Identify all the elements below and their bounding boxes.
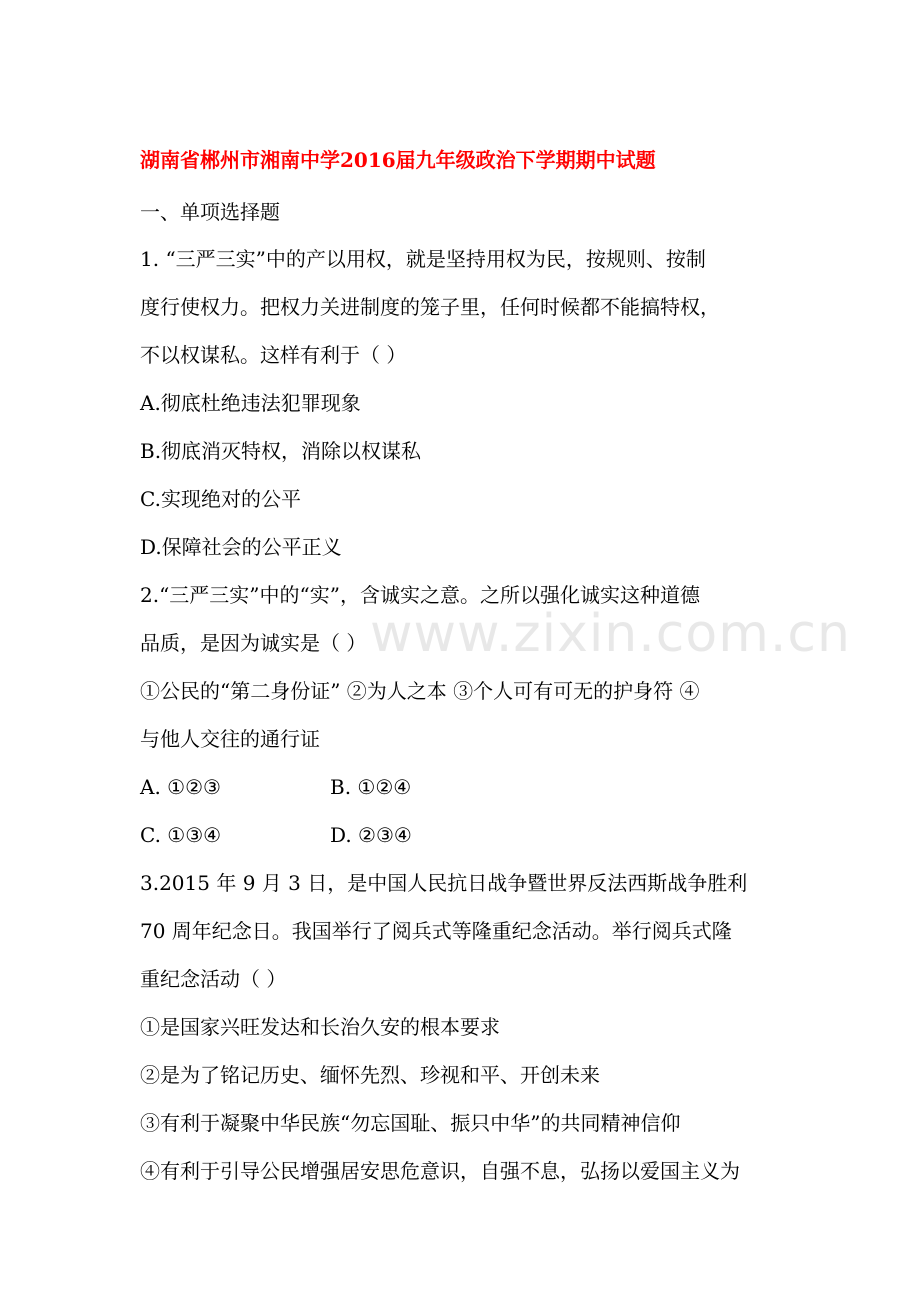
q3-item-2: ②是为了铭记历史、缅怀先烈、珍视和平、开创未来 [140,1063,600,1087]
q2-option-d: D. ②③④ [330,823,412,847]
q3-stem-line-1: 3.2015 年 9 月 3 日，是中国人民抗日战争暨世界反法西斯战争胜利 [140,871,748,895]
page-title: 湖南省郴州市湘南中学2016届九年级政治下学期期中试题 [140,148,656,172]
q1-option-b: B.彻底消灭特权，消除以权谋私 [140,439,422,463]
q3-item-1: ①是国家兴旺发达和长治久安的根本要求 [140,1015,500,1039]
q1-stem-line-3: 不以权谋私。这样有利于（ ） [140,343,407,367]
section-heading: 一、单项选择题 [140,200,280,224]
q2-items-line-2: 与他人交往的通行证 [140,727,320,751]
q3-item-4: ④有利于引导公民增强居安思危意识，自强不息，弘扬以爱国主义为 [140,1159,740,1183]
q1-option-a: A.彻底杜绝违法犯罪现象 [140,391,361,415]
q2-option-a: A. ①②③ [140,775,221,799]
q1-stem-line-1: 1. “三严三实”中的产以用权，就是坚持用权为民，按规则、按制 [140,247,706,271]
q1-option-d: D.保障社会的公平正义 [140,535,342,559]
q3-item-3: ③有利于凝聚中华民族“勿忘国耻、振只中华”的共同精神信仰 [140,1111,681,1135]
q2-option-b: B. ①②④ [330,775,412,799]
q3-stem-line-3: 重纪念活动（ ） [140,967,287,991]
q2-option-c: C. ①③④ [140,823,222,847]
q2-stem-line-2: 品质，是因为诚实是（ ） [140,631,367,655]
q1-option-c: C.实现绝对的公平 [140,487,301,511]
q3-stem-line-2: 70 周年纪念日。我国举行了阅兵式等隆重纪念活动。举行阅兵式隆 [140,919,732,943]
q2-stem-line-1: 2.“三严三实”中的“实”，含诚实之意。之所以强化诚实这种道德 [140,583,700,607]
q1-stem-line-2: 度行使权力。把权力关进制度的笼子里，任何时候都不能搞特权， [140,295,720,319]
watermark: www.zixin.com.cn [370,604,851,664]
q2-items-line-1: ①公民的“第二身份证” ②为人之本 ③个人可有可无的护身符 ④ [140,679,700,703]
